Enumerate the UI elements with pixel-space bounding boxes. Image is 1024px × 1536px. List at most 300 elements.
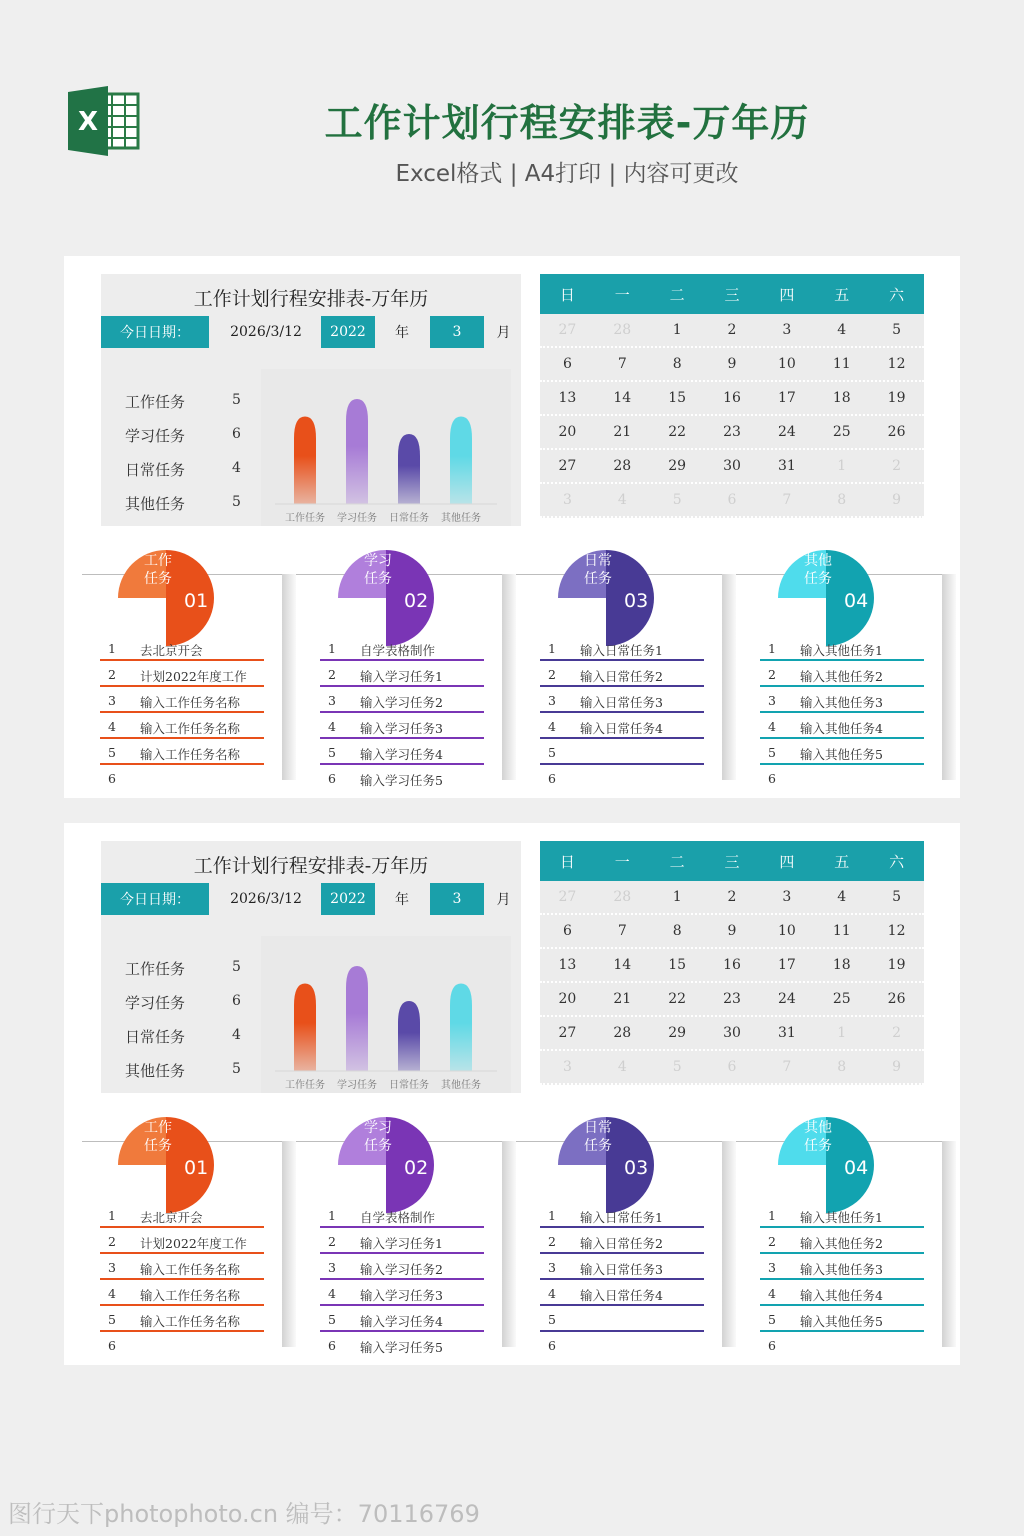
task-row[interactable] <box>760 662 924 687</box>
schedule-card-1 <box>64 256 960 798</box>
calendar-day[interactable]: 7 <box>782 492 792 508</box>
task-row-number: 3 <box>548 693 556 708</box>
task-chart <box>261 936 511 1093</box>
task-row-text: 输入其他任务3 <box>800 695 883 710</box>
calendar-day[interactable]: 4 <box>837 322 847 338</box>
task-row[interactable] <box>320 662 484 687</box>
x-tick-label: 其他任务 <box>441 513 481 524</box>
calendar-day[interactable]: 6 <box>562 356 572 372</box>
calendar-day[interactable]: 10 <box>777 923 796 939</box>
calendar-day[interactable]: 28 <box>613 322 632 338</box>
task-badge-number: 04 <box>844 590 869 612</box>
calendar-day[interactable]: 7 <box>617 923 627 939</box>
calendar-day[interactable]: 9 <box>727 923 737 939</box>
task-row[interactable] <box>760 636 924 661</box>
task-row-number: 3 <box>108 1260 116 1275</box>
task-row[interactable] <box>320 714 484 739</box>
calendar-week-row <box>540 1017 924 1051</box>
task-row-number: 2 <box>548 1234 556 1249</box>
task-row-number: 5 <box>548 745 556 760</box>
watermark: 图行天下photophoto.cn 编号：70116769 <box>8 1500 480 1528</box>
task-row[interactable] <box>100 636 264 661</box>
task-badge-label <box>358 1119 398 1155</box>
task-row-text: 输入其他任务4 <box>800 721 883 736</box>
task-row-text: 输入学习任务5 <box>360 773 443 788</box>
task-row[interactable] <box>100 1333 264 1358</box>
calendar-day[interactable]: 28 <box>613 1025 632 1041</box>
calendar-day[interactable]: 6 <box>727 1059 737 1075</box>
calendar-day[interactable]: 2 <box>892 458 902 474</box>
task-row-text: 自学表格制作 <box>360 643 436 658</box>
calendar-day[interactable]: 7 <box>782 1059 792 1075</box>
today-value: 2026/3/12 <box>230 891 302 907</box>
calendar-day[interactable]: 27 <box>558 1025 577 1041</box>
weekday-label: 四 <box>779 852 795 871</box>
calendar-day[interactable]: 3 <box>782 889 792 905</box>
task-row[interactable] <box>320 1229 484 1254</box>
calendar-day[interactable]: 9 <box>892 492 902 508</box>
calendar-day[interactable]: 25 <box>832 991 851 1007</box>
calendar-week-row <box>540 1051 924 1085</box>
task-row[interactable] <box>100 1281 264 1306</box>
calendar-day[interactable]: 8 <box>837 1059 847 1075</box>
calendar-day[interactable]: 31 <box>777 1025 796 1041</box>
badge-label-line1: 其他 <box>804 553 832 569</box>
month-input[interactable]: 3 <box>430 316 484 348</box>
task-row-number: 4 <box>548 1286 556 1301</box>
task-row-number: 3 <box>328 1260 336 1275</box>
column-shadow <box>282 574 296 780</box>
task-row-number: 6 <box>108 1338 116 1353</box>
calendar-day[interactable]: 4 <box>617 492 627 508</box>
task-row[interactable] <box>760 1307 924 1332</box>
task-row-text: 输入其他任务2 <box>800 669 883 684</box>
task-badge-number: 04 <box>844 1157 869 1179</box>
task-row-number: 4 <box>768 1286 776 1301</box>
task-row[interactable] <box>100 766 264 791</box>
task-row[interactable] <box>540 636 704 661</box>
calendar-day[interactable]: 20 <box>558 991 577 1007</box>
task-badge-number: 01 <box>184 590 209 612</box>
calendar-day[interactable]: 29 <box>668 458 687 474</box>
task-row-text: 输入学习任务2 <box>360 1262 443 1277</box>
task-row[interactable] <box>540 1307 704 1332</box>
calendar-day[interactable]: 5 <box>892 322 902 338</box>
task-row-number: 3 <box>548 1260 556 1275</box>
calendar-day[interactable]: 27 <box>558 322 577 338</box>
task-row[interactable] <box>540 1333 704 1358</box>
task-row-text: 输入其他任务5 <box>800 1314 883 1329</box>
weekday-label: 五 <box>834 285 850 304</box>
task-row[interactable] <box>540 1281 704 1306</box>
calendar-day[interactable]: 20 <box>558 424 577 440</box>
task-badge-label <box>798 1119 838 1155</box>
calendar-day[interactable]: 25 <box>832 424 851 440</box>
task-row-number: 4 <box>328 719 336 734</box>
today-label: 今日日期： <box>101 883 209 915</box>
stat-label: 工作任务 <box>125 393 186 411</box>
task-row[interactable] <box>760 1229 924 1254</box>
task-group-03 <box>522 1120 722 1353</box>
bar-其他任务 <box>450 417 472 505</box>
task-row-number: 4 <box>108 1286 116 1301</box>
badge-label-line1: 学习 <box>364 553 392 569</box>
task-row-text: 输入学习任务3 <box>360 1288 443 1303</box>
task-row[interactable] <box>100 1203 264 1228</box>
task-row-number: 4 <box>108 719 116 734</box>
task-row-number: 1 <box>108 1208 116 1223</box>
weekday-label: 日 <box>559 852 575 871</box>
badge-label-line2: 任务 <box>804 1138 832 1154</box>
calendar-week-row <box>540 314 924 348</box>
year-input[interactable]: 2022 <box>321 883 375 915</box>
stat-label: 学习任务 <box>125 427 186 445</box>
task-row-number: 3 <box>328 693 336 708</box>
calendar-day[interactable]: 19 <box>887 390 906 406</box>
calendar-day[interactable]: 26 <box>887 991 906 1007</box>
bar-学习任务 <box>346 399 368 504</box>
task-row-text: 输入其他任务3 <box>800 1262 883 1277</box>
task-row-number: 3 <box>108 693 116 708</box>
weekday-label: 一 <box>614 285 630 304</box>
task-row-text: 输入其他任务5 <box>800 747 883 762</box>
task-row-text: 输入工作任务名称 <box>140 747 241 762</box>
calendar-day[interactable]: 1 <box>837 458 847 474</box>
summary-panel <box>101 274 521 526</box>
calendar-day[interactable]: 12 <box>887 356 906 372</box>
calendar-day[interactable]: 30 <box>723 1025 741 1041</box>
task-row-text: 输入日常任务1 <box>580 643 663 658</box>
weekday-label: 二 <box>669 285 685 304</box>
calendar-day[interactable]: 15 <box>668 390 687 406</box>
badge-label-line1: 工作 <box>144 1120 172 1136</box>
task-row-number: 2 <box>768 667 776 682</box>
calendar-day[interactable]: 24 <box>777 424 796 440</box>
calendar-day[interactable]: 21 <box>613 991 632 1007</box>
task-row[interactable] <box>540 662 704 687</box>
task-badge-number: 02 <box>404 590 429 612</box>
bar-工作任务 <box>294 984 316 1072</box>
calendar-day[interactable]: 23 <box>723 991 741 1007</box>
calendar-day[interactable]: 5 <box>672 492 682 508</box>
calendar-day[interactable]: 2 <box>892 1025 902 1041</box>
calendar-day[interactable]: 7 <box>617 356 627 372</box>
today-label: 今日日期： <box>101 316 209 348</box>
weekday-label: 五 <box>834 852 850 871</box>
calendar-week-row <box>540 416 924 450</box>
x-tick-label: 工作任务 <box>285 513 325 524</box>
weekday-label: 六 <box>889 852 905 871</box>
calendar-week-row <box>540 382 924 416</box>
weekday-label: 四 <box>779 285 795 304</box>
calendar-day[interactable]: 9 <box>892 1059 902 1075</box>
calendar-day[interactable]: 14 <box>613 390 632 406</box>
calendar-day[interactable]: 4 <box>837 889 847 905</box>
task-row-number: 3 <box>768 693 776 708</box>
task-row-number: 5 <box>328 1312 336 1327</box>
task-row-text: 输入其他任务1 <box>800 1210 883 1225</box>
task-row-text: 输入其他任务2 <box>800 1236 883 1251</box>
year-input[interactable]: 2022 <box>321 316 375 348</box>
badge-label-line1: 工作 <box>144 553 172 569</box>
task-badge-label <box>138 552 178 588</box>
column-shadow <box>282 1141 296 1347</box>
task-row[interactable] <box>540 740 704 765</box>
badge-label-line2: 任务 <box>584 1138 612 1154</box>
task-badge-number: 01 <box>184 1157 209 1179</box>
task-group-04 <box>742 553 942 786</box>
year-unit: 年 <box>395 325 409 341</box>
summary-panel <box>101 841 521 1093</box>
calendar <box>540 841 924 1085</box>
task-row-text: 输入学习任务2 <box>360 695 443 710</box>
task-row-text: 输入工作任务名称 <box>140 1262 241 1277</box>
task-row-text: 输入日常任务4 <box>580 721 663 736</box>
task-row[interactable] <box>540 1203 704 1228</box>
weekday-label: 三 <box>724 285 740 304</box>
calendar-day[interactable]: 9 <box>727 356 737 372</box>
calendar-week-row <box>540 348 924 382</box>
task-badge-label <box>798 552 838 588</box>
task-row-text: 输入日常任务3 <box>580 1262 663 1277</box>
task-row[interactable] <box>320 740 484 765</box>
task-row-number: 1 <box>768 641 776 656</box>
task-badge-label <box>138 1119 178 1155</box>
badge-label-line2: 任务 <box>804 571 832 587</box>
task-row[interactable] <box>320 1307 484 1332</box>
calendar-day[interactable]: 2 <box>727 889 737 905</box>
x-tick-label: 学习任务 <box>337 513 377 524</box>
calendar-day[interactable]: 18 <box>832 957 851 973</box>
task-row[interactable] <box>320 1203 484 1228</box>
calendar-day[interactable]: 5 <box>892 889 902 905</box>
task-row-number: 1 <box>768 1208 776 1223</box>
calendar-week-row <box>540 949 924 983</box>
calendar-day[interactable]: 14 <box>613 957 632 973</box>
calendar-day[interactable]: 15 <box>668 957 687 973</box>
task-chart-svg <box>261 936 511 1093</box>
stat-value: 5 <box>232 1061 241 1077</box>
calendar-day[interactable]: 18 <box>832 390 851 406</box>
page-subtitle: Excel格式 | A4打印 | 内容可更改 <box>395 161 739 187</box>
svg-text:X: X <box>78 107 99 137</box>
task-row-number: 2 <box>328 1234 336 1249</box>
task-row[interactable] <box>540 766 704 791</box>
calendar-day[interactable]: 29 <box>668 1025 687 1041</box>
task-badge-number: 03 <box>624 590 649 612</box>
task-row-number: 1 <box>328 1208 336 1223</box>
calendar-day[interactable]: 3 <box>562 492 572 508</box>
calendar-day[interactable]: 11 <box>832 356 851 372</box>
column-shadow <box>722 1141 736 1347</box>
task-row[interactable] <box>100 740 264 765</box>
calendar-day[interactable]: 11 <box>832 923 851 939</box>
task-badge-label <box>578 552 618 588</box>
task-row[interactable] <box>760 766 924 791</box>
badge-label-line1: 学习 <box>364 1120 392 1136</box>
task-row[interactable] <box>540 714 704 739</box>
stat-label: 其他任务 <box>125 1062 186 1080</box>
calendar-day[interactable]: 1 <box>672 322 682 338</box>
stat-label: 学习任务 <box>125 994 186 1012</box>
task-row-number: 5 <box>768 745 776 760</box>
bar-其他任务 <box>450 984 472 1072</box>
task-row-number: 4 <box>768 719 776 734</box>
x-tick-label: 学习任务 <box>337 1080 377 1091</box>
task-row-number: 1 <box>328 641 336 656</box>
calendar-day[interactable]: 17 <box>777 957 796 973</box>
task-row-text: 去北京开会 <box>140 1210 203 1225</box>
task-row-text: 输入日常任务4 <box>580 1288 663 1303</box>
task-row[interactable] <box>760 714 924 739</box>
task-row-text: 输入学习任务1 <box>360 669 443 684</box>
task-row[interactable] <box>100 1307 264 1332</box>
task-badge-label <box>358 552 398 588</box>
calendar-day[interactable]: 23 <box>723 424 741 440</box>
calendar-day[interactable]: 12 <box>887 923 906 939</box>
calendar-day[interactable]: 6 <box>562 923 572 939</box>
badge-label-line2: 任务 <box>144 571 172 587</box>
task-row-number: 2 <box>328 667 336 682</box>
task-group-02 <box>302 1120 502 1355</box>
calendar-day[interactable]: 24 <box>777 991 796 1007</box>
task-row-number: 5 <box>108 745 116 760</box>
task-row[interactable] <box>760 740 924 765</box>
calendar-day[interactable]: 22 <box>668 424 687 440</box>
task-row[interactable] <box>760 1255 924 1280</box>
task-row-number: 5 <box>768 1312 776 1327</box>
weekday-label: 日 <box>559 285 575 304</box>
task-row-text: 输入工作任务名称 <box>140 695 241 710</box>
task-row[interactable] <box>320 1255 484 1280</box>
task-group-01 <box>82 553 282 786</box>
calendar-day[interactable]: 3 <box>562 1059 572 1075</box>
calendar-day[interactable]: 8 <box>837 492 847 508</box>
task-row[interactable] <box>320 1281 484 1306</box>
column-shadow <box>502 1141 516 1347</box>
calendar-day[interactable]: 13 <box>558 957 577 973</box>
calendar-day[interactable]: 26 <box>887 424 906 440</box>
calendar-day[interactable]: 8 <box>672 923 682 939</box>
x-tick-label: 工作任务 <box>285 1080 325 1091</box>
calendar-day[interactable]: 21 <box>613 424 632 440</box>
task-row-number: 4 <box>328 1286 336 1301</box>
year-unit: 年 <box>395 892 409 908</box>
task-row[interactable] <box>320 688 484 713</box>
calendar-day[interactable]: 1 <box>672 889 682 905</box>
calendar-day[interactable]: 2 <box>727 322 737 338</box>
task-row-number: 2 <box>548 667 556 682</box>
calendar-day[interactable]: 6 <box>727 492 737 508</box>
task-row-text: 计划2022年度工作 <box>140 669 247 684</box>
task-row-number: 5 <box>108 1312 116 1327</box>
task-row[interactable] <box>320 1333 484 1358</box>
task-row-text: 去北京开会 <box>140 643 203 658</box>
calendar-day[interactable]: 16 <box>723 390 741 406</box>
column-shadow <box>942 1141 956 1347</box>
calendar-day[interactable]: 1 <box>837 1025 847 1041</box>
task-row[interactable] <box>100 1229 264 1254</box>
calendar-day[interactable]: 28 <box>613 889 632 905</box>
stat-label: 日常任务 <box>125 461 186 479</box>
task-row-number: 1 <box>548 641 556 656</box>
task-row[interactable] <box>320 766 484 791</box>
task-row-text: 输入日常任务2 <box>580 1236 663 1251</box>
task-row[interactable] <box>100 662 264 687</box>
task-row[interactable] <box>100 688 264 713</box>
stat-value: 5 <box>232 392 241 408</box>
task-row-number: 6 <box>768 1338 776 1353</box>
task-row[interactable] <box>100 1255 264 1280</box>
calendar-day[interactable]: 13 <box>558 390 577 406</box>
calendar-day[interactable]: 8 <box>672 356 682 372</box>
calendar-day[interactable]: 22 <box>668 991 687 1007</box>
task-row[interactable] <box>540 1229 704 1254</box>
x-tick-label: 日常任务 <box>389 513 429 524</box>
task-row-text: 输入学习任务5 <box>360 1340 443 1355</box>
task-row[interactable] <box>320 636 484 661</box>
task-row[interactable] <box>540 1255 704 1280</box>
calendar-day[interactable]: 3 <box>782 322 792 338</box>
calendar-day[interactable]: 10 <box>777 356 796 372</box>
column-shadow <box>502 574 516 780</box>
calendar-day[interactable]: 16 <box>723 957 741 973</box>
task-row-number: 6 <box>548 1338 556 1353</box>
task-row-text: 输入日常任务3 <box>580 695 663 710</box>
task-group-04 <box>742 1120 942 1353</box>
task-row-number: 5 <box>548 1312 556 1327</box>
task-row[interactable] <box>760 1203 924 1228</box>
bar-工作任务 <box>294 417 316 505</box>
today-value: 2026/3/12 <box>230 324 302 340</box>
calendar-day[interactable]: 31 <box>777 458 796 474</box>
calendar-day[interactable]: 30 <box>723 458 741 474</box>
bar-日常任务 <box>398 434 420 504</box>
calendar-day[interactable]: 19 <box>887 957 906 973</box>
column-shadow <box>942 574 956 780</box>
badge-label-line2: 任务 <box>584 571 612 587</box>
task-row-text: 输入学习任务4 <box>360 747 443 762</box>
stat-value: 4 <box>232 460 241 476</box>
stat-value: 4 <box>232 1027 241 1043</box>
task-row-text: 自学表格制作 <box>360 1210 436 1225</box>
task-row[interactable] <box>540 688 704 713</box>
task-row[interactable] <box>760 688 924 713</box>
task-group-02 <box>302 553 502 788</box>
task-row-number: 6 <box>548 771 556 786</box>
stat-value: 6 <box>232 426 241 442</box>
calendar-day[interactable]: 17 <box>777 390 796 406</box>
month-unit: 月 <box>496 325 511 341</box>
calendar-day[interactable]: 28 <box>613 458 632 474</box>
task-row[interactable] <box>760 1281 924 1306</box>
badge-label-line2: 任务 <box>144 1138 172 1154</box>
panel-title: 工作计划行程安排表-万年历 <box>193 855 429 877</box>
calendar-day[interactable]: 27 <box>558 889 577 905</box>
calendar-day[interactable]: 5 <box>672 1059 682 1075</box>
calendar-day[interactable]: 4 <box>617 1059 627 1075</box>
task-row[interactable] <box>100 714 264 739</box>
month-input[interactable]: 3 <box>430 883 484 915</box>
task-badge-number: 02 <box>404 1157 429 1179</box>
calendar-header <box>540 841 924 881</box>
stat-label: 工作任务 <box>125 960 186 978</box>
calendar-week-row <box>540 983 924 1017</box>
task-badge-number: 03 <box>624 1157 649 1179</box>
calendar-day[interactable]: 27 <box>558 458 577 474</box>
task-row[interactable] <box>760 1333 924 1358</box>
task-row-text: 输入日常任务2 <box>580 669 663 684</box>
